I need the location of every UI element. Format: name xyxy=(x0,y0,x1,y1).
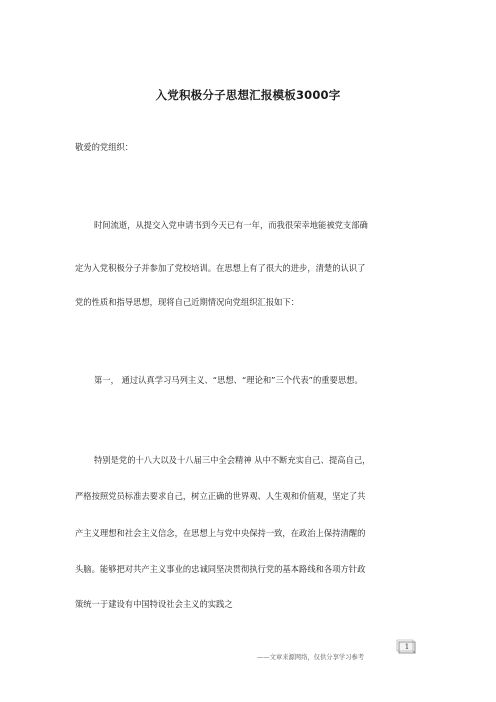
page-number: 1 xyxy=(404,643,410,651)
paragraph-line: 特别是党的十八大以及十八届三中全会精神 从中不断充实自己、提高自己， xyxy=(94,455,371,465)
salutation: 敬爱的党组织： xyxy=(75,142,134,152)
source-note: ——文章来源网络，仅供分享学习参考 xyxy=(257,654,365,661)
paragraph-line: 策统一于建设有中国特设社会主义的实践之 xyxy=(75,599,233,609)
paragraph-line: 产主义理想和社会主义信念，在思想上与党中央保持一致，在政治上保持清醒的 xyxy=(75,528,366,538)
paragraph-line: 头脑。能够把对共产主义事业的忠诚同坚决贯彻执行党的基本路线和各项方针政 xyxy=(75,564,366,574)
paragraph-line: 第一， 通过认真学习马列主义、“思想、“理论和”三个代表”的重要思想。 xyxy=(94,375,363,385)
document-title: 入党积极分子思想汇报模板3000字 xyxy=(155,88,341,102)
paragraph-line: 严格按照党员标准去要求自己，树立正确的世界观、人生观和价值观，坚定了共 xyxy=(75,491,366,501)
paragraph-line: 时间流逝，从提交入党申请书到今天已有一年，而我很荣幸地能被党支部确 xyxy=(94,220,368,230)
paragraph-line: 党的性质和指导思想，现将自己近期情况向党组织汇报如下： xyxy=(75,297,300,307)
paragraph-line: 定为入党积极分子并参加了党校培训。在思想上有了很大的进步，清楚的认识了 xyxy=(75,263,366,273)
